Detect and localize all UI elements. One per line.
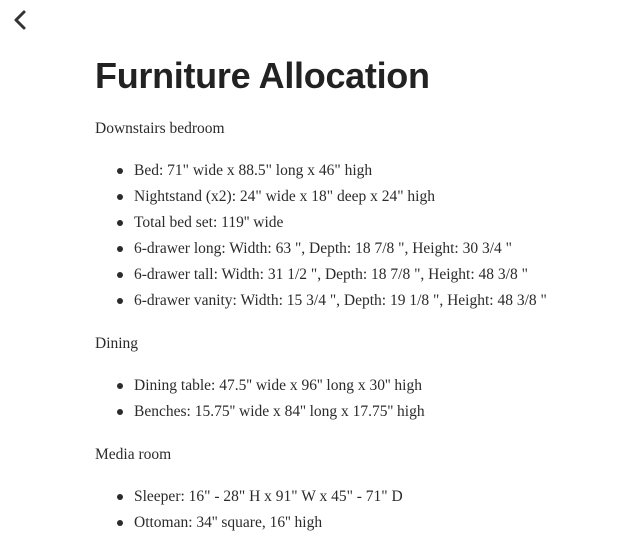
bullet-icon: [117, 168, 123, 174]
list-item: [95, 236, 605, 262]
bullet-icon: [117, 409, 123, 415]
list-item: [95, 184, 605, 210]
list-item: [95, 373, 605, 399]
bullet-icon: [117, 298, 123, 304]
list-item-text: Dining table: 47.5'' wide x 96'' long x 30'' high: [134, 377, 422, 394]
list-item-text: 6-drawer vanity: Width: 15 3/4 ", Depth: 19 1/8 ", Height: 48 3/8 ": [134, 292, 547, 309]
list-item: [95, 510, 605, 536]
bullet-icon: [117, 520, 123, 526]
bullet-icon: [117, 246, 123, 252]
list-item-text: Total bed set: 119'' wide: [134, 214, 284, 231]
section-heading: Dining: [95, 335, 139, 352]
bullet-icon: [117, 272, 123, 278]
item-list: [95, 373, 605, 425]
item-list: [95, 158, 605, 314]
list-item: [95, 210, 605, 236]
document-body: [95, 54, 605, 555]
list-item: [95, 399, 605, 425]
list-item-text: Sleeper: 16" - 28" H x 91" W x 45" - 71" D: [134, 488, 403, 505]
section-downstairs-bedroom: [95, 118, 605, 314]
back-button[interactable]: [10, 9, 32, 31]
bullet-icon: [117, 383, 123, 389]
list-item: [95, 288, 605, 314]
bullet-icon: [117, 194, 123, 200]
section-heading: Downstairs bedroom: [95, 120, 225, 137]
chevron-left-icon: [10, 9, 32, 31]
list-item-text: Nightstand (x2): 24" wide x 18" deep x 24" high: [134, 188, 435, 205]
list-item-text: 6-drawer long: Width: 63 ", Depth: 18 7/8 ", Height: 30 3/4 ": [134, 240, 512, 257]
list-item-text: Benches: 15.75'' wide x 84'' long x 17.75'' high: [134, 403, 425, 420]
bullet-icon: [117, 494, 123, 500]
bullet-icon: [117, 220, 123, 226]
list-item-text: 6-drawer tall: Width: 31 1/2 ", Depth: 18 7/8 ", Height: 48 3/8 ": [134, 266, 528, 283]
list-item: [95, 484, 605, 510]
item-list: [95, 484, 605, 536]
list-item-text: Ottoman: 34'' square, 16'' high: [134, 514, 323, 531]
section-dining: [95, 333, 605, 425]
page-title: Furniture Allocation: [95, 55, 430, 96]
section-media-room: [95, 444, 605, 536]
list-item: [95, 158, 605, 184]
list-item-text: Bed: 71" wide x 88.5" long x 46" high: [134, 162, 373, 179]
section-heading: Media room: [95, 446, 172, 463]
list-item: [95, 262, 605, 288]
